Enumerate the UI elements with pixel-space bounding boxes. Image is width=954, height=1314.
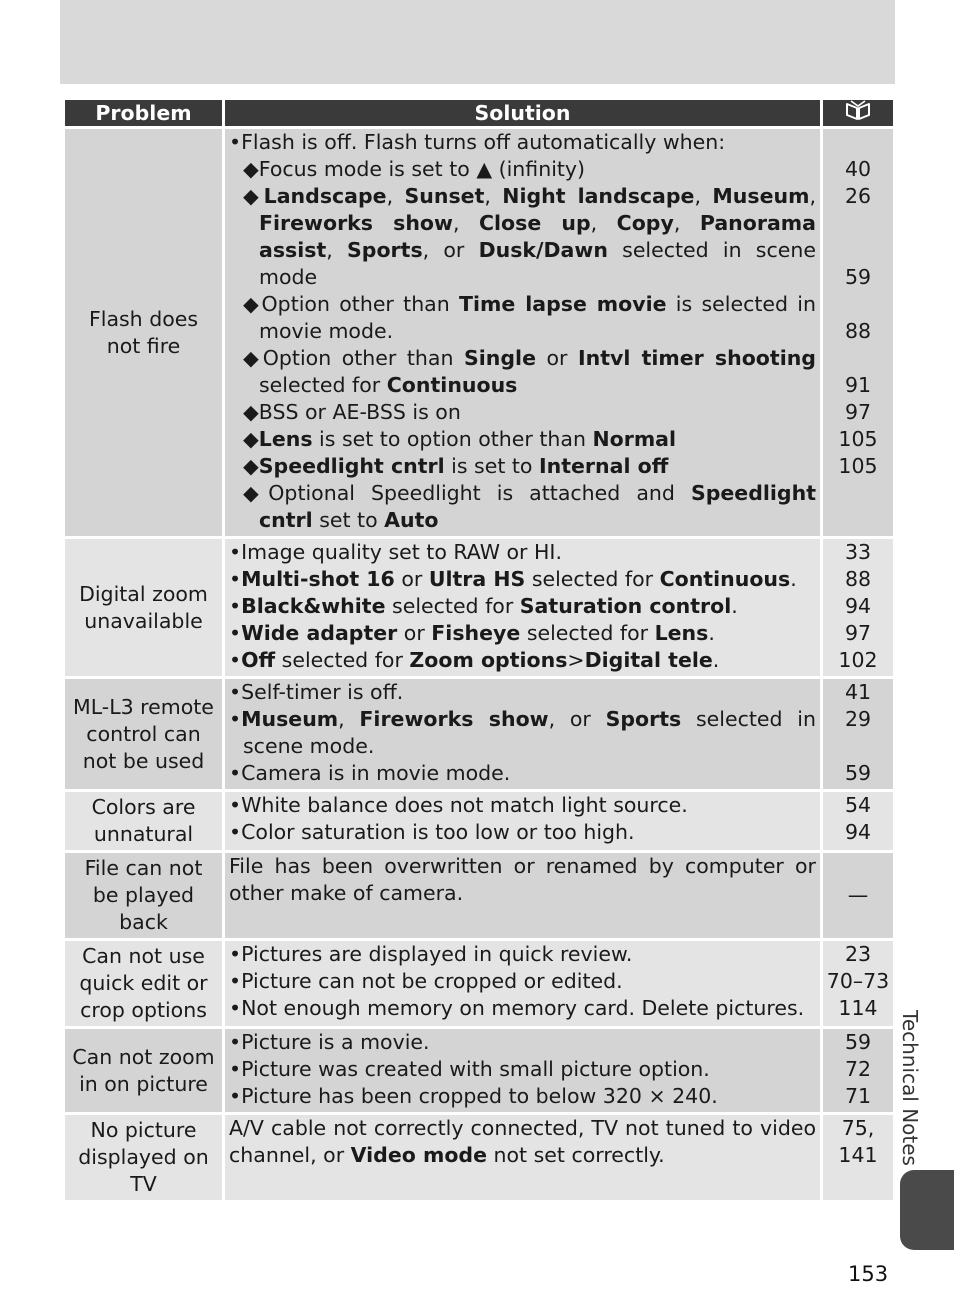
page-ref: 97 — [844, 621, 872, 645]
solution-line: ◆Focus mode is set to ▲ (infinity) — [243, 157, 586, 181]
page-ref: 40 — [844, 157, 872, 181]
problem-cell: Can not use quick edit or crop options — [65, 941, 222, 1026]
section-side-label-text: Technical Notes — [898, 1010, 922, 1166]
option-term: Close up — [478, 211, 591, 235]
solution-line: •Black&white selected for Saturation control. — [229, 594, 738, 618]
page-ref: 41 — [844, 680, 872, 704]
problem-cell: Colors are unnatural — [65, 792, 222, 850]
pages-cell — [823, 792, 893, 850]
option-term: Wide adapter — [241, 621, 398, 645]
option-term: Night landscape — [502, 184, 695, 208]
table-row — [65, 1029, 893, 1112]
problem-cell: File can not be played back — [65, 853, 222, 938]
option-term: Copy — [616, 211, 674, 235]
solution-line: •Flash is off. Flash turns off automatically when: — [229, 130, 726, 154]
page-ref: 94 — [844, 594, 872, 618]
pages-cell — [823, 941, 893, 1026]
solution-line: ◆Speedlight cntrl is set to Internal off — [243, 454, 669, 478]
page-ref: 94 — [844, 820, 872, 844]
page-ref: 91 — [844, 373, 872, 397]
page-ref: 59 — [844, 761, 872, 785]
page-ref: 114 — [838, 996, 878, 1020]
solution-line: •Color saturation is too low or too high. — [229, 820, 635, 844]
option-term: Continuous — [386, 373, 518, 397]
option-term: Ultra HS — [428, 567, 526, 591]
page-number: 153 — [848, 1262, 889, 1286]
table-row — [65, 129, 893, 536]
solution-line: •Not enough memory on memory card. Delete pictures. — [229, 996, 805, 1020]
option-term: Panorama assist — [259, 211, 816, 262]
solution-line: •Museum, Fireworks show, or Sports selected in scene mode. — [229, 707, 816, 758]
option-term: Dusk/Dawn — [478, 238, 608, 262]
problem-cell: No picture displayed on TV — [65, 1115, 222, 1200]
page-ref: 71 — [844, 1084, 872, 1108]
option-term: Continuous — [659, 567, 791, 591]
page-ref: 105 — [838, 427, 878, 451]
option-term: Sports — [605, 707, 682, 731]
option-term: Auto — [384, 508, 439, 532]
pages-cell — [823, 853, 893, 938]
page-ref: — — [847, 883, 869, 907]
option-term: Museum — [241, 707, 339, 731]
solution-line: •Picture is a movie. — [229, 1030, 430, 1054]
table-row — [65, 792, 893, 850]
option-term: Video mode — [350, 1143, 487, 1167]
solution-line: ◆Option other than Single or Intvl timer shooting selected for Continuous — [243, 346, 816, 397]
option-term: Black&white — [241, 594, 386, 618]
option-term: Off — [241, 648, 276, 672]
page-ref: 23 — [844, 942, 872, 966]
option-term: Internal off — [539, 454, 669, 478]
option-term: Normal — [592, 427, 677, 451]
header-solution: Solution — [225, 100, 820, 126]
page-ref: 75, 141 — [838, 1116, 878, 1167]
option-term: Digital tele — [584, 648, 713, 672]
option-term: Fireworks show — [259, 211, 453, 235]
table-row — [65, 1115, 893, 1200]
option-term: Time lapse movie — [459, 292, 667, 316]
option-term: Fisheye — [431, 621, 521, 645]
option-term: Sunset — [404, 184, 485, 208]
solution-cell — [225, 941, 820, 1026]
solution-line: •Pictures are displayed in quick review. — [229, 942, 633, 966]
header-pages — [823, 100, 893, 126]
option-term: Museum — [712, 184, 810, 208]
option-term: Fireworks show — [359, 707, 549, 731]
solution-line: •White balance does not match light source. — [229, 793, 688, 817]
option-term: Lens — [654, 621, 709, 645]
option-term: Landscape — [263, 184, 387, 208]
pages-cell — [823, 679, 893, 789]
header-band — [60, 0, 895, 84]
solution-line: •Camera is in movie mode. — [229, 761, 511, 785]
option-term: Zoom options — [409, 648, 568, 672]
solution-cell — [225, 1115, 820, 1200]
problem-cell: Can not zoom in on picture — [65, 1029, 222, 1112]
solution-line: File has been overwritten or renamed by computer or other make of camera. — [229, 854, 816, 905]
section-tab — [900, 1170, 954, 1250]
solution-line: ◆BSS or AE-BSS is on — [243, 400, 461, 424]
solution-cell — [225, 853, 820, 938]
solution-line: ◆Optional Speedlight is attached and Speedlight cntrl set to Auto — [243, 481, 816, 532]
option-term: Speedlight cntrl — [259, 481, 816, 532]
solution-cell — [225, 679, 820, 789]
option-term: Intvl timer shooting — [578, 346, 816, 370]
solution-line: •Self-timer is off. — [229, 680, 404, 704]
section-side-label — [898, 1010, 928, 1170]
option-term: Multi-shot 16 — [241, 567, 395, 591]
solution-line: •Picture can not be cropped or edited. — [229, 969, 623, 993]
solution-cell — [225, 539, 820, 676]
table-row — [65, 853, 893, 938]
page-ref: 88 — [844, 567, 872, 591]
page-ref: 33 — [844, 540, 872, 564]
header-problem: Problem — [65, 100, 222, 126]
problem-cell: Digital zoom unavailable — [65, 539, 222, 676]
solution-line: •Picture has been cropped to below 320 × 240. — [229, 1084, 718, 1108]
table-row — [65, 679, 893, 789]
solution-line: ◆Lens is set to option other than Normal — [243, 427, 677, 451]
page-ref: 26 — [844, 184, 872, 208]
page-ref: 54 — [844, 793, 872, 817]
solution-cell — [225, 129, 820, 536]
page-ref: 70–73 — [826, 969, 890, 993]
solution-line: •Image quality set to RAW or HI. — [229, 540, 562, 564]
option-term: Sports — [347, 238, 423, 262]
solution-line: ◆Option other than Time lapse movie is selected in movie mode. — [243, 292, 816, 343]
table-row — [65, 539, 893, 676]
problem-cell: Flash does not fire — [65, 129, 222, 536]
solution-line: •Multi-shot 16 or Ultra HS selected for Continuous. — [229, 567, 797, 591]
solution-cell — [225, 792, 820, 850]
option-term: Speedlight cntrl — [258, 454, 445, 478]
option-term: Single — [463, 346, 536, 370]
solution-line: A/V cable not correctly connected, TV not tuned to video channel, or Video mode not set correctly. — [229, 1116, 816, 1167]
pages-cell — [823, 539, 893, 676]
page-ref: 105 — [838, 454, 878, 478]
solution-line: •Off selected for Zoom options>Digital tele. — [229, 648, 720, 672]
solution-line: •Wide adapter or Fisheye selected for Lens. — [229, 621, 715, 645]
option-term: Saturation control — [519, 594, 732, 618]
page-ref: 88 — [844, 319, 872, 343]
page-ref: 29 — [844, 707, 872, 731]
page-ref: 59 — [844, 265, 872, 289]
page-ref: 97 — [844, 400, 872, 424]
table-row — [65, 941, 893, 1026]
page-ref: 59 — [844, 1030, 872, 1054]
solution-line: •Picture was created with small picture option. — [229, 1057, 710, 1081]
problem-cell: ML-L3 remote control can not be used — [65, 679, 222, 789]
page-ref — [823, 129, 893, 156]
option-term: Lens — [258, 427, 313, 451]
solution-cell — [225, 1029, 820, 1112]
pages-cell — [823, 129, 893, 536]
table-header-row — [65, 100, 893, 126]
page-ref: 72 — [844, 1057, 872, 1081]
pages-cell — [823, 1115, 893, 1200]
pages-cell — [823, 1029, 893, 1112]
troubleshooting-table — [62, 97, 896, 1203]
book-reference-icon — [845, 100, 871, 120]
solution-line: ◆Landscape, Sunset, Night landscape, Museum, Fireworks show, Close up, Copy, Panorama assist, Sports, or Dusk/Dawn selected in scene mode — [243, 184, 816, 289]
page-ref: 102 — [838, 648, 878, 672]
